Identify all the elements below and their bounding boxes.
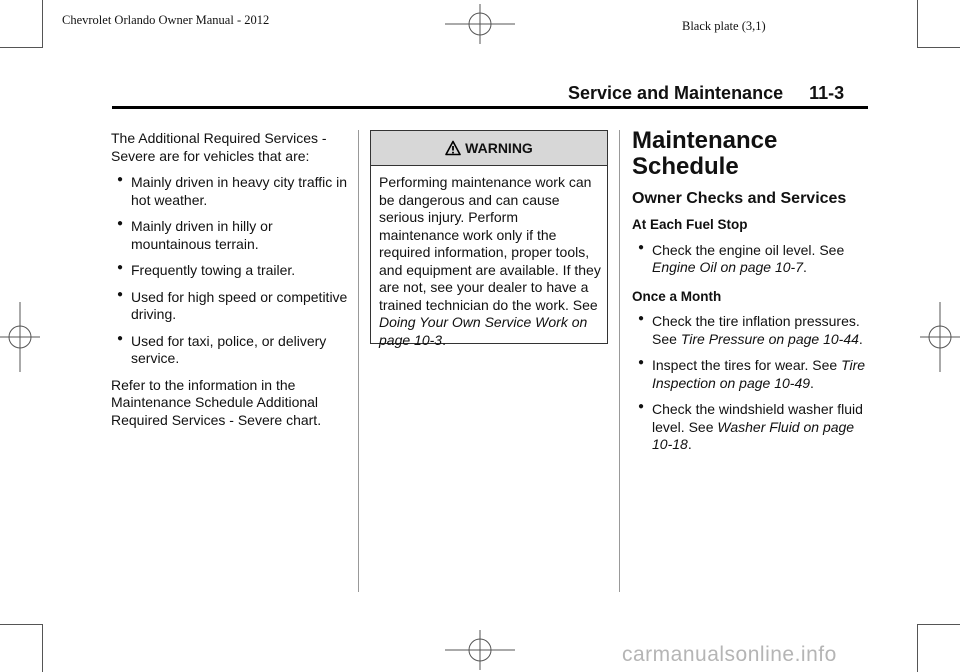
- check-item-reference-link[interactable]: Tire Pressure on page 10-44: [680, 330, 859, 347]
- checks-groups: [632, 216, 872, 454]
- watermark-text: carmanualsonline.info: [622, 643, 837, 666]
- warning-text: Performing maintenance work can be dangerous and can cause serious injury. Perform maintenance work only if the required information, proper tools, and equipment are available. If they are not, see your dealer to have a trained technician do the work. See: [379, 174, 601, 313]
- intro-paragraph: The Additional Required Services - Severe are for vehicles that are:: [111, 130, 327, 164]
- registration-mark-icon: [445, 4, 515, 44]
- outro-paragraph: Refer to the information in the Maintenance Schedule Additional Required Services - Severe chart.: [111, 376, 322, 428]
- header-rule: [112, 106, 868, 109]
- bullet-icon: ●: [117, 174, 124, 185]
- column-divider: [358, 130, 359, 592]
- check-item-reference-link[interactable]: Tire Inspection on page 10-49: [652, 357, 866, 391]
- check-item: [632, 357, 872, 392]
- check-item-text-end: .: [810, 374, 814, 391]
- check-item-reference-link[interactable]: Washer Fluid on page 10-18: [652, 418, 855, 452]
- bullet-item: [111, 333, 349, 368]
- section-header: [568, 83, 844, 104]
- bullet-text: Used for high speed or competitive driving.: [131, 288, 348, 322]
- check-item: [632, 242, 872, 277]
- bullet-item: [111, 174, 349, 209]
- bullet-text: Mainly driven in heavy city traffic in hot weather.: [131, 174, 348, 208]
- left-column: [111, 130, 349, 429]
- check-item-text: Check the engine oil level. See: [652, 241, 845, 258]
- bullet-icon: ●: [638, 241, 645, 253]
- check-group-heading: At Each Fuel Stop: [632, 217, 748, 232]
- registration-mark-icon: [445, 630, 515, 670]
- page-title: Maintenance Schedule: [632, 127, 778, 180]
- manual-title: Chevrolet Orlando Owner Manual - 2012: [62, 13, 270, 27]
- bullet-list: [111, 174, 349, 368]
- bullet-icon: ●: [638, 357, 645, 368]
- check-item-text-end: .: [803, 259, 807, 275]
- subsection-title: Owner Checks and Services: [632, 190, 847, 207]
- registration-mark-icon: [0, 302, 40, 372]
- bullet-item: [111, 262, 349, 280]
- bullet-text: Frequently towing a trailer.: [131, 262, 296, 278]
- bullet-item: [111, 218, 349, 253]
- check-item-text: Check the windshield washer fluid level. See: [652, 401, 863, 435]
- check-item: [632, 401, 872, 454]
- bullet-icon: ●: [638, 401, 645, 412]
- bullet-text: Used for taxi, police, or delivery service.: [131, 332, 327, 366]
- check-group-heading: Once a Month: [632, 288, 722, 304]
- bullet-icon: ●: [117, 218, 124, 229]
- check-item-text-end: .: [687, 436, 692, 452]
- warning-body: [371, 166, 607, 349]
- bullet-icon: ●: [638, 313, 645, 324]
- warning-header: [371, 131, 607, 166]
- warning-triangle-icon: [445, 140, 461, 156]
- page-number: 11-3: [809, 83, 845, 103]
- bullet-icon: ●: [117, 262, 124, 273]
- registration-mark-icon: [920, 302, 960, 372]
- bullet-text: Mainly driven in hilly or mountainous terrain.: [131, 218, 273, 252]
- bullet-item: [111, 289, 349, 324]
- check-item-text-end: .: [858, 330, 863, 347]
- check-item-reference-link[interactable]: Engine Oil on page 10-7: [652, 259, 803, 275]
- bullet-icon: ●: [117, 288, 124, 300]
- warning-text-end: .: [442, 331, 446, 348]
- section-title: Service and Maintenance: [568, 83, 784, 103]
- warning-reference-link[interactable]: Doing Your Own Service Work on page 10-3: [379, 314, 588, 348]
- check-item-text: Inspect the tires for wear. See: [652, 357, 842, 373]
- right-column: [632, 128, 872, 454]
- warning-label: WARNING: [465, 140, 533, 156]
- check-item-text: Check the tire inflation pressures. See: [652, 313, 860, 347]
- plate-label: Black plate (3,1): [682, 19, 766, 33]
- column-divider: [619, 130, 620, 592]
- bullet-icon: ●: [117, 332, 124, 344]
- check-item: [632, 313, 872, 348]
- warning-box: [370, 130, 608, 348]
